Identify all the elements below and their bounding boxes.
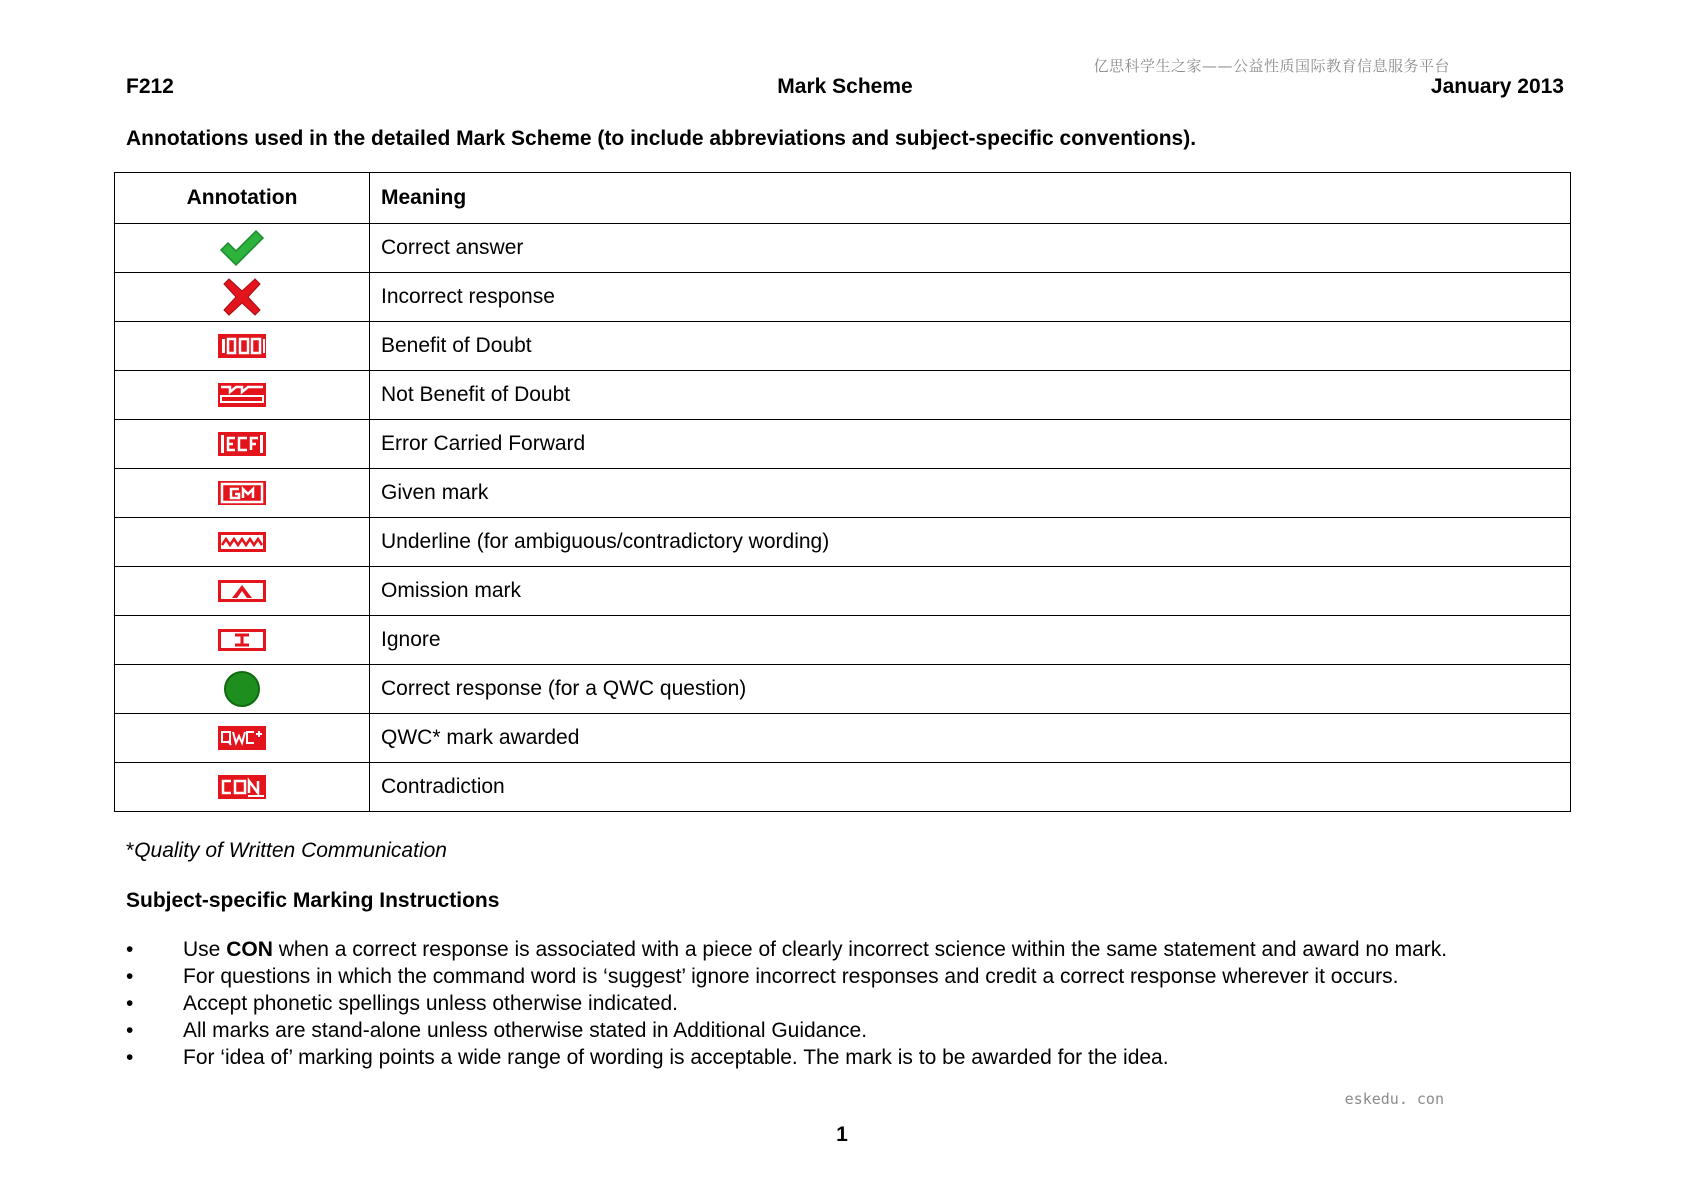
section-title: Subject-specific Marking Instructions (126, 889, 500, 912)
meaning-cell: Correct answer (370, 224, 1571, 273)
annotation-cell (115, 518, 370, 567)
bullet-icon: • (126, 1046, 134, 1069)
page-title: Mark Scheme (777, 75, 913, 98)
marking-instructions-list (126, 936, 1566, 1071)
annotation-cell (115, 616, 370, 665)
table-row (115, 224, 1571, 273)
exam-date: January 2013 (1430, 75, 1564, 98)
annotation-cell (115, 420, 370, 469)
table-row (115, 763, 1571, 812)
annotation-cell (115, 567, 370, 616)
meaning-cell: Error Carried Forward (370, 420, 1571, 469)
table-row (115, 322, 1571, 371)
annotation-cell (115, 371, 370, 420)
annotations-table (114, 172, 1571, 812)
table-row (115, 371, 1571, 420)
list-item (126, 936, 1566, 963)
qwc-footnote (126, 839, 447, 863)
table-row (115, 714, 1571, 763)
header-meaning: Meaning (370, 173, 1571, 224)
table-row (115, 518, 1571, 567)
bullet-text-rest: when a correct response is associated with a piece of clearly incorrect science within the same statement and award no mark. (272, 938, 1448, 961)
ecf-stamp-icon (218, 432, 266, 456)
qwc-stamp-icon (218, 726, 266, 750)
bullet-bold-text: CON (226, 938, 273, 961)
green-tick-icon (218, 228, 266, 268)
meaning-cell: Benefit of Doubt (370, 322, 1571, 371)
list-item (126, 1044, 1566, 1071)
ignore-stamp-icon (218, 629, 266, 651)
page-number: 1 (836, 1123, 848, 1146)
omission-caret-icon (218, 580, 266, 602)
page-header (126, 75, 1564, 103)
table-row (115, 616, 1571, 665)
annotation-cell (115, 273, 370, 322)
annotation-cell (115, 469, 370, 518)
table-row (115, 420, 1571, 469)
watermark-top: 亿思科学生之家——公益性质国际教育信息服务平台 (1093, 57, 1450, 75)
gm-stamp-icon (218, 481, 266, 505)
list-item (126, 990, 1566, 1017)
footnote-text: Quality of Written Communication (134, 839, 447, 862)
annotations-subtitle: Annotations used in the detailed Mark Scheme (to include abbreviations and subject-specific conventions). (126, 127, 1197, 150)
table-row (115, 665, 1571, 714)
annotation-cell (115, 665, 370, 714)
bod-stamp-icon (218, 334, 266, 358)
table-header-row (115, 173, 1571, 224)
list-item (126, 1017, 1566, 1044)
table-row (115, 567, 1571, 616)
meaning-cell: Correct response (for a QWC question) (370, 665, 1571, 714)
header-annotation: Annotation (115, 173, 370, 224)
annotation-cell (115, 714, 370, 763)
footnote-marker: * (126, 839, 135, 862)
meaning-cell: Given mark (370, 469, 1571, 518)
annotation-cell (115, 322, 370, 371)
bullet-icon: • (126, 1019, 134, 1042)
bullet-icon: • (126, 992, 134, 1015)
bullet-text: Use (183, 938, 227, 961)
table-row (115, 469, 1571, 518)
red-cross-icon (223, 278, 261, 316)
bullet-text: For questions in which the command word is ‘suggest’ ignore incorrect responses and credit a correct response wherever it occurs. (183, 965, 1399, 988)
bullet-icon: • (126, 965, 134, 988)
bullet-icon: • (126, 938, 134, 961)
con-stamp-icon (218, 775, 266, 799)
bullet-text: All marks are stand-alone unless otherwise stated in Additional Guidance. (183, 1019, 868, 1042)
bullet-text: For ‘idea of’ marking points a wide range of wording is acceptable. The mark is to be awarded for the idea. (183, 1046, 1169, 1069)
meaning-cell: Ignore (370, 616, 1571, 665)
annotation-cell (115, 763, 370, 812)
bullet-text: Accept phonetic spellings unless otherwise indicated. (183, 992, 678, 1015)
annotation-cell (115, 224, 370, 273)
paper-code: F212 (126, 75, 174, 98)
table-row (115, 273, 1571, 322)
meaning-cell: Underline (for ambiguous/contradictory wording) (370, 518, 1571, 567)
meaning-cell: Not Benefit of Doubt (370, 371, 1571, 420)
green-circle-icon (222, 669, 262, 709)
watermark-bottom: eskedu. con (1344, 1090, 1444, 1108)
meaning-cell: QWC* mark awarded (370, 714, 1571, 763)
meaning-cell: Contradiction (370, 763, 1571, 812)
wavy-underline-icon (218, 532, 266, 552)
meaning-cell: Incorrect response (370, 273, 1571, 322)
list-item (126, 963, 1566, 990)
meaning-cell: Omission mark (370, 567, 1571, 616)
nbod-stamp-icon (218, 383, 266, 407)
